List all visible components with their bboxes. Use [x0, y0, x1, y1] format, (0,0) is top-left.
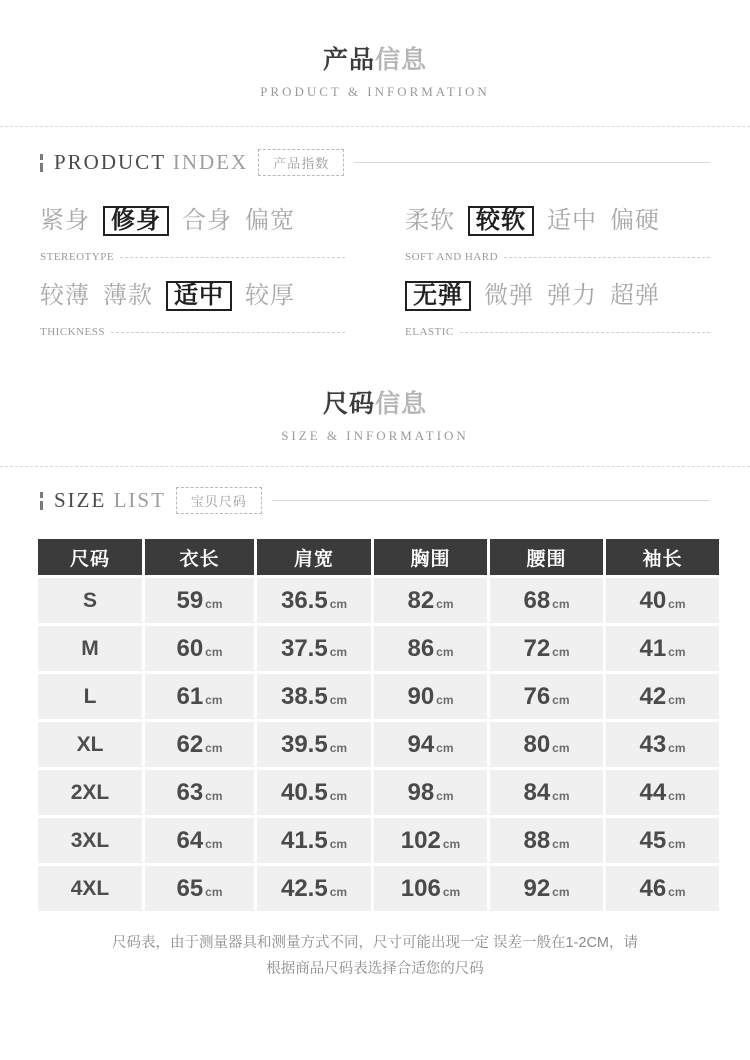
- value: 94: [407, 730, 435, 758]
- index-row-1: [40, 206, 710, 263]
- product-title-cn-light: 信息: [375, 46, 428, 74]
- cell-shoulder: [257, 578, 371, 623]
- value: 60: [176, 634, 204, 662]
- value: 92: [523, 874, 551, 902]
- product-index-groups: [0, 206, 750, 338]
- stereotype-label: STEREOTYPE: [40, 251, 115, 263]
- elastic-dash: [460, 332, 710, 333]
- value: 62: [176, 730, 204, 758]
- header-length: 衣长: [145, 539, 254, 575]
- cell-sleeve: [606, 866, 719, 911]
- cell-waist: [490, 674, 603, 719]
- size-note-line-2: 根据商品尺码表选择合适您的尺码: [266, 961, 484, 977]
- thickness-option-0[interactable]: 较薄: [40, 282, 90, 309]
- product-index-en-grey: INDEX: [172, 150, 249, 174]
- table-row: [38, 818, 719, 863]
- cell-size: S: [38, 578, 142, 623]
- elastic-label: ELASTIC: [405, 326, 454, 338]
- cell-length: [145, 674, 254, 719]
- product-section-title: [0, 40, 750, 76]
- index-group-thickness: [40, 281, 345, 338]
- cell-sleeve: [606, 626, 719, 671]
- unit: cm: [668, 788, 686, 803]
- unit: cm: [205, 644, 223, 659]
- unit: cm: [205, 884, 223, 899]
- table-row: [38, 770, 719, 815]
- soft-and-hard-option-0[interactable]: 柔软: [405, 207, 455, 234]
- value: 42.5: [280, 874, 328, 902]
- value: 65: [176, 874, 204, 902]
- cell-waist: [490, 722, 603, 767]
- unit: cm: [329, 596, 348, 611]
- unit: cm: [552, 644, 570, 659]
- header-waist: 腰围: [490, 539, 603, 575]
- value: 41.5: [280, 826, 328, 854]
- value: 59: [176, 586, 204, 614]
- value: 43: [639, 730, 667, 758]
- value: 37.5: [280, 634, 328, 662]
- block-head-rule: [354, 162, 710, 164]
- bars-icon: [40, 154, 44, 172]
- size-table-wrap: [0, 536, 750, 914]
- cell-size: 4XL: [38, 866, 142, 911]
- size-list-en-grey: LIST: [113, 488, 166, 512]
- thickness-label: THICKNESS: [40, 326, 106, 338]
- header-shoulder: 肩宽: [257, 539, 371, 575]
- size-list-en: [54, 488, 166, 513]
- cell-size: 2XL: [38, 770, 142, 815]
- soft-and-hard-label-line: [405, 251, 710, 263]
- cell-sleeve: [606, 674, 719, 719]
- soft-and-hard-label: SOFT AND HARD: [405, 251, 499, 263]
- cell-shoulder: [257, 722, 371, 767]
- thickness-option-3[interactable]: 较厚: [245, 282, 295, 309]
- product-index-block-head: [0, 149, 750, 176]
- size-section-title: [0, 384, 750, 420]
- unit: cm: [329, 644, 348, 659]
- cell-length: [145, 578, 254, 623]
- size-note-line-1: 尺码表，由于测量器具和测量方式不同，尺寸可能出现一定 误差一般在1-2CM，请: [111, 935, 639, 951]
- unit: cm: [329, 740, 348, 755]
- stereotype-option-3[interactable]: 偏宽: [245, 207, 295, 234]
- stereotype-label-line: [40, 251, 345, 263]
- unit: cm: [436, 644, 454, 659]
- size-list-tag: 宝贝尺码: [176, 487, 262, 514]
- soft-and-hard-dash: [504, 257, 710, 258]
- cell-bust: [374, 674, 487, 719]
- unit: cm: [552, 692, 570, 707]
- unit: cm: [552, 740, 570, 755]
- cell-bust: [374, 722, 487, 767]
- value: 82: [407, 586, 435, 614]
- cell-sleeve: [606, 770, 719, 815]
- value: 40.5: [280, 778, 328, 806]
- value: 63: [176, 778, 204, 806]
- thickness-options: [40, 281, 345, 321]
- value: 38.5: [280, 682, 328, 710]
- value: 44: [639, 778, 667, 806]
- cell-length: [145, 770, 254, 815]
- value: 40: [639, 586, 667, 614]
- cell-size: M: [38, 626, 142, 671]
- unit: cm: [668, 644, 686, 659]
- value: 106: [400, 874, 441, 902]
- cell-bust: [374, 866, 487, 911]
- thickness-option-2[interactable]: 适中: [166, 281, 232, 311]
- cell-shoulder: [257, 626, 371, 671]
- table-row: [38, 722, 719, 767]
- value: 46: [639, 874, 667, 902]
- table-row: [38, 866, 719, 911]
- unit: cm: [205, 692, 223, 707]
- cell-sleeve: [606, 722, 719, 767]
- unit: cm: [436, 740, 454, 755]
- elastic-option-0[interactable]: 无弹: [405, 281, 471, 311]
- cell-length: [145, 818, 254, 863]
- cell-sleeve: [606, 818, 719, 863]
- index-group-stereotype: [40, 206, 345, 263]
- unit: cm: [329, 692, 348, 707]
- size-note: [0, 930, 750, 982]
- value: 39.5: [280, 730, 328, 758]
- unit: cm: [668, 692, 686, 707]
- soft-and-hard-option-2[interactable]: 适中: [547, 207, 597, 234]
- product-index-en-dark: PRODUCT: [54, 150, 166, 174]
- thickness-dash: [111, 332, 345, 333]
- value: 72: [523, 634, 551, 662]
- value: 88: [523, 826, 551, 854]
- unit: cm: [436, 692, 454, 707]
- value: 45: [639, 826, 667, 854]
- unit: cm: [329, 788, 348, 803]
- cell-length: [145, 866, 254, 911]
- product-title-cn-dark: 产品: [322, 46, 375, 74]
- table-row: [38, 674, 719, 719]
- stereotype-option-2[interactable]: 合身: [182, 207, 232, 234]
- elastic-label-line: [405, 326, 710, 338]
- size-list-en-dark: SIZE: [54, 488, 107, 512]
- unit: cm: [552, 884, 570, 899]
- value: 84: [523, 778, 551, 806]
- cell-bust: [374, 578, 487, 623]
- value: 98: [407, 778, 435, 806]
- elastic-option-1[interactable]: 微弹: [484, 282, 534, 309]
- thickness-label-line: [40, 326, 345, 338]
- unit: cm: [205, 740, 223, 755]
- value: 86: [407, 634, 435, 662]
- cell-length: [145, 722, 254, 767]
- size-list-block-head: [0, 487, 750, 514]
- size-table-header-row: [38, 539, 719, 575]
- unit: cm: [205, 836, 223, 851]
- index-row-2: [40, 281, 710, 338]
- stereotype-options: [40, 206, 345, 246]
- cell-waist: [490, 866, 603, 911]
- index-group-elastic: [405, 281, 710, 338]
- soft-and-hard-option-3[interactable]: 偏硬: [610, 207, 660, 234]
- cell-bust: [374, 818, 487, 863]
- soft-and-hard-options: [405, 206, 710, 246]
- unit: cm: [442, 836, 461, 851]
- value: 80: [523, 730, 551, 758]
- unit: cm: [552, 788, 570, 803]
- product-index-tag: 产品指数: [258, 149, 344, 176]
- unit: cm: [329, 884, 348, 899]
- cell-size: 3XL: [38, 818, 142, 863]
- cell-shoulder: [257, 770, 371, 815]
- cell-size: L: [38, 674, 142, 719]
- cell-size: XL: [38, 722, 142, 767]
- cell-bust: [374, 626, 487, 671]
- unit: cm: [329, 836, 348, 851]
- unit: cm: [436, 788, 454, 803]
- value: 64: [176, 826, 204, 854]
- product-section-subtitle: PRODUCT & INFORMATION: [260, 84, 490, 99]
- elastic-option-3[interactable]: 超弹: [610, 282, 660, 309]
- stereotype-option-1[interactable]: 修身: [103, 206, 169, 236]
- product-index-en: [54, 150, 248, 175]
- table-row: [38, 626, 719, 671]
- value: 90: [407, 682, 435, 710]
- thickness-option-1[interactable]: 薄款: [103, 282, 153, 309]
- header-size: 尺码: [38, 539, 142, 575]
- unit: cm: [552, 836, 570, 851]
- unit: cm: [552, 596, 570, 611]
- unit: cm: [442, 884, 461, 899]
- soft-and-hard-option-1[interactable]: 较软: [468, 206, 534, 236]
- size-title-cn-dark: 尺码: [322, 390, 375, 418]
- size-title-cn-light: 信息: [375, 390, 428, 418]
- bars-icon-2: [40, 492, 44, 510]
- value: 76: [523, 682, 551, 710]
- header-sleeve: 袖长: [606, 539, 719, 575]
- header-bust: 胸围: [374, 539, 487, 575]
- value: 41: [639, 634, 667, 662]
- cell-shoulder: [257, 866, 371, 911]
- cell-shoulder: [257, 674, 371, 719]
- cell-bust: [374, 770, 487, 815]
- value: 61: [176, 682, 204, 710]
- unit: cm: [205, 788, 223, 803]
- value: 42: [639, 682, 667, 710]
- unit: cm: [205, 596, 223, 611]
- block-head-rule-2: [272, 500, 710, 502]
- size-section-subtitle: SIZE & INFORMATION: [281, 428, 469, 443]
- cell-waist: [490, 626, 603, 671]
- index-group-soft-and-hard: [405, 206, 710, 263]
- unit: cm: [436, 596, 454, 611]
- size-table: [35, 536, 722, 914]
- elastic-option-2[interactable]: 弹力: [547, 282, 597, 309]
- stereotype-option-0[interactable]: 紧身: [40, 207, 90, 234]
- stereotype-dash: [120, 257, 345, 258]
- table-row: [38, 578, 719, 623]
- value: 36.5: [280, 586, 328, 614]
- cell-waist: [490, 770, 603, 815]
- unit: cm: [668, 740, 686, 755]
- unit: cm: [668, 836, 686, 851]
- elastic-options: [405, 281, 710, 321]
- cell-shoulder: [257, 818, 371, 863]
- cell-length: [145, 626, 254, 671]
- value: 102: [400, 826, 441, 854]
- cell-waist: [490, 818, 603, 863]
- cell-waist: [490, 578, 603, 623]
- value: 68: [523, 586, 551, 614]
- cell-sleeve: [606, 578, 719, 623]
- unit: cm: [668, 884, 686, 899]
- unit: cm: [668, 596, 686, 611]
